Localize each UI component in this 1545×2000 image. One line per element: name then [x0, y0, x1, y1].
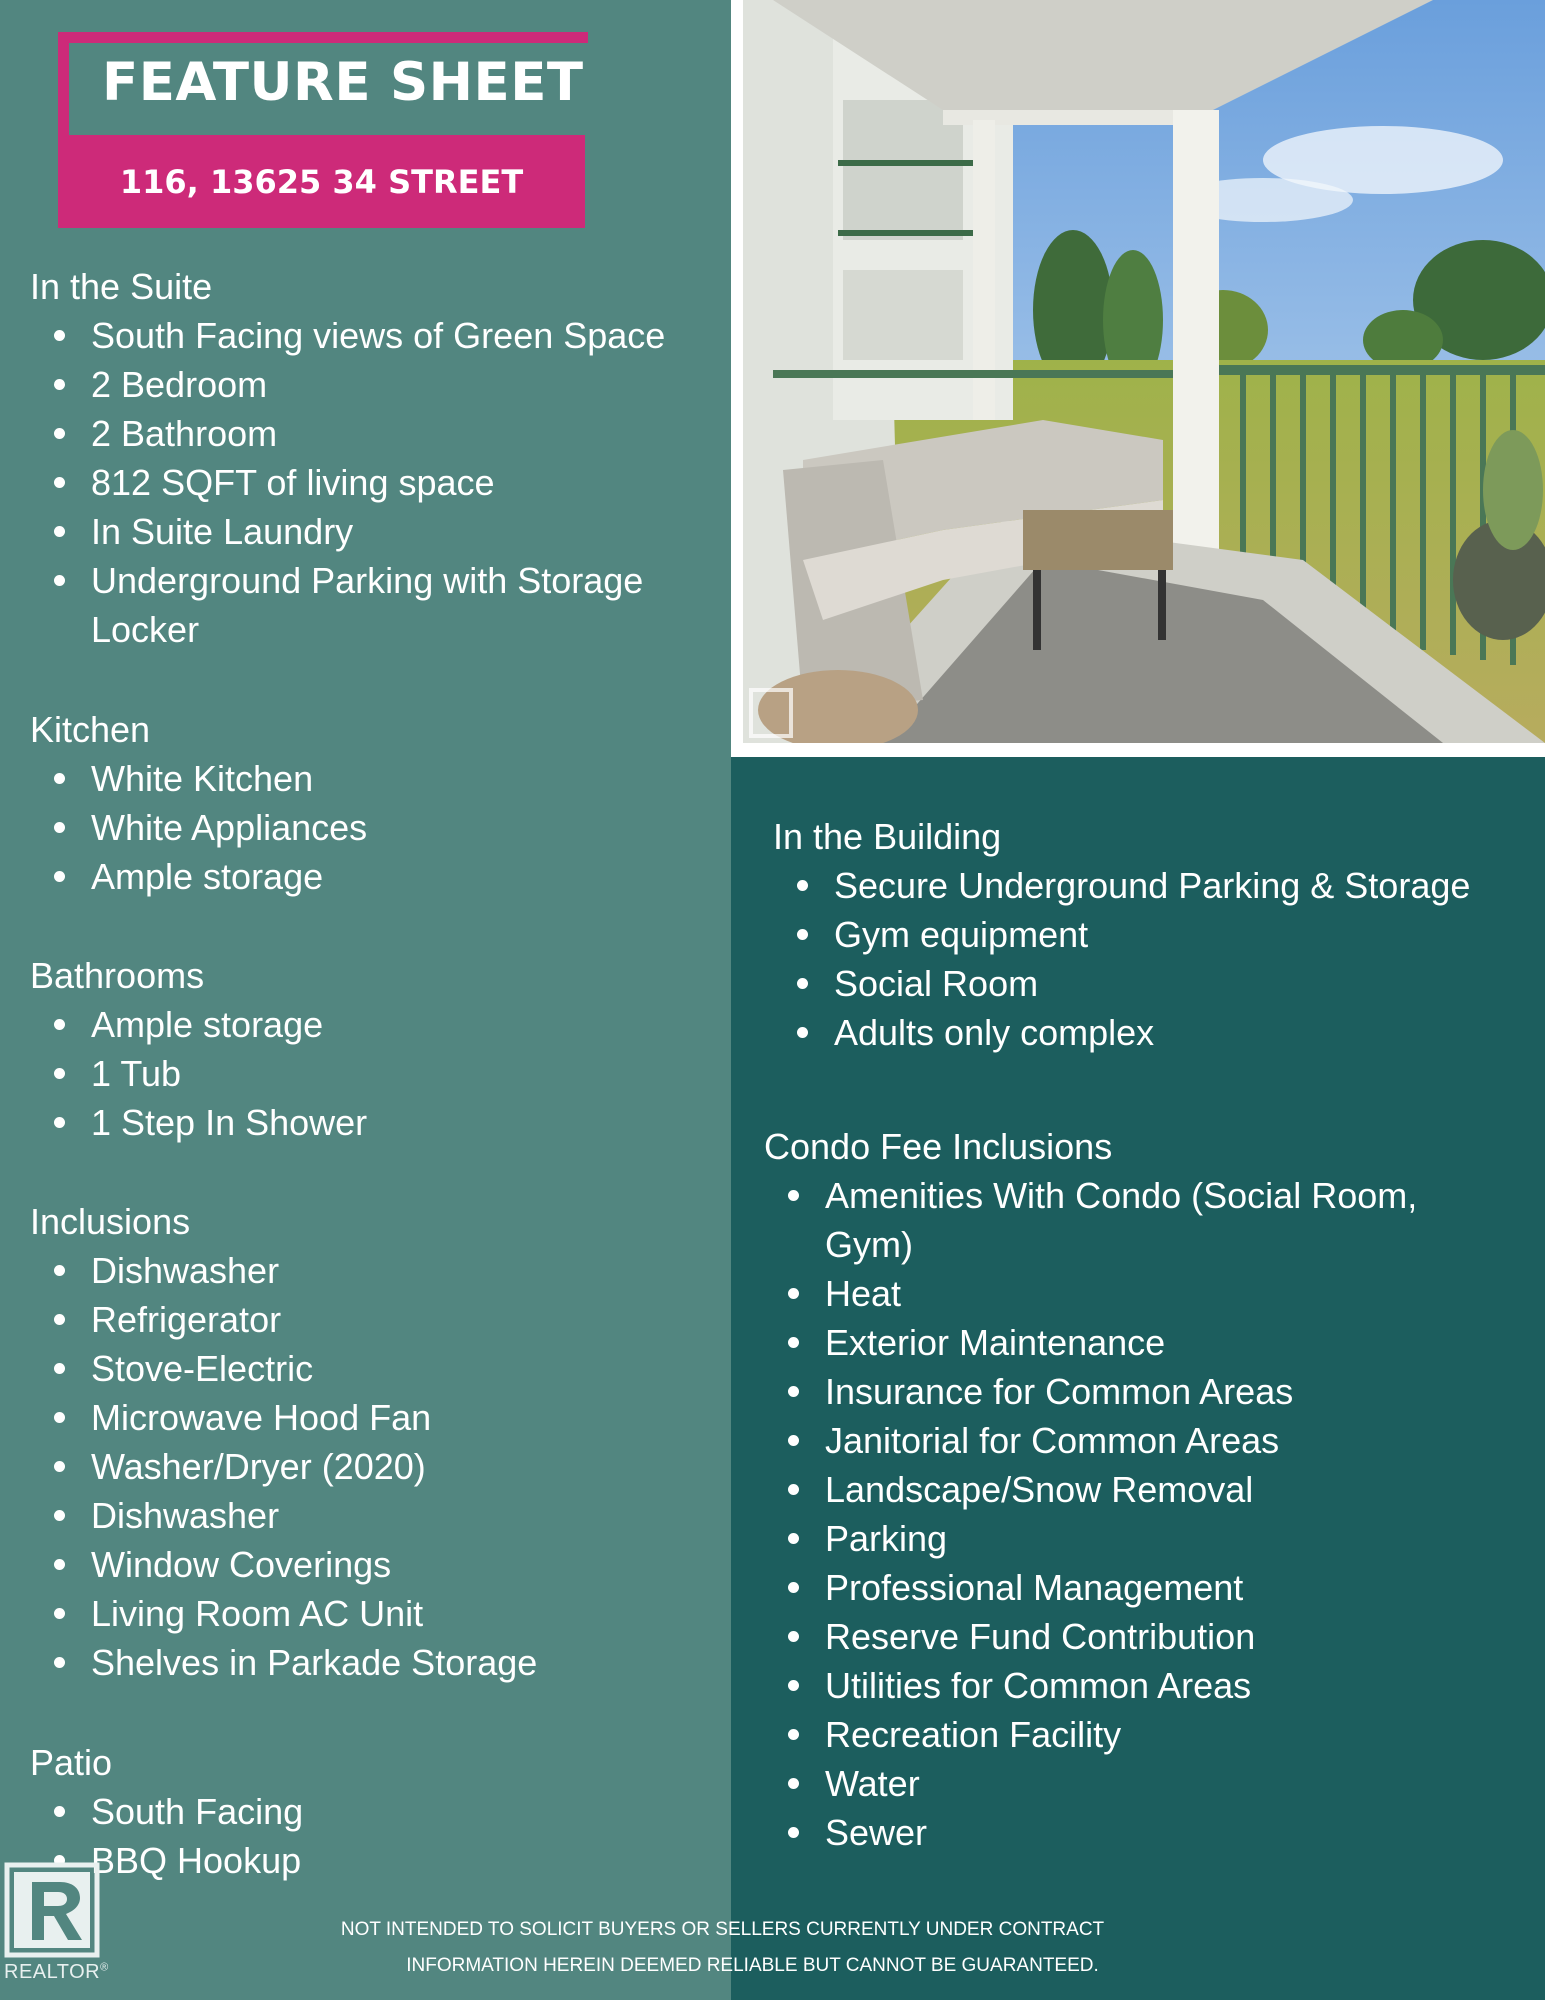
section-heading: In the Suite — [30, 266, 213, 307]
list-item: Living Room AC Unit — [30, 1589, 720, 1638]
list-item: Adults only complex — [773, 1008, 1533, 1057]
list-item: Reserve Fund Contribution — [764, 1612, 1534, 1661]
list-item: 812 SQFT of living space — [30, 458, 720, 507]
list-item: Underground Parking with Storage Locker — [30, 556, 690, 654]
list-item: Shelves in Parkade Storage — [30, 1638, 720, 1687]
bathrooms-list — [30, 1000, 720, 1147]
address-banner — [58, 135, 585, 228]
registered-mark: ® — [100, 1961, 109, 1974]
property-address: 116, 13625 34 STREET — [119, 162, 524, 201]
patio-photo — [743, 0, 1545, 743]
list-item: Recreation Facility — [764, 1710, 1534, 1759]
list-item: White Appliances — [30, 803, 720, 852]
realtor-r-logo-icon — [4, 1862, 100, 1958]
list-item: White Kitchen — [30, 754, 720, 803]
list-item: Refrigerator — [30, 1295, 720, 1344]
list-item: Water — [764, 1759, 1534, 1808]
section-patio — [30, 1738, 720, 1885]
list-item: Landscape/Snow Removal — [764, 1465, 1534, 1514]
patio-list — [30, 1787, 720, 1885]
list-item: Ample storage — [30, 1000, 720, 1049]
section-condo-fees — [764, 1122, 1534, 1857]
list-item: 1 Step In Shower — [30, 1098, 720, 1147]
section-suite — [30, 262, 720, 654]
list-item: Dishwasher — [30, 1491, 720, 1540]
section-heading: Kitchen — [30, 709, 151, 750]
section-kitchen — [30, 705, 720, 901]
suite-list — [30, 311, 720, 654]
list-item: Janitorial for Common Areas — [764, 1416, 1534, 1465]
list-item: In Suite Laundry — [30, 507, 720, 556]
realtor-wordmark-text: REALTOR — [4, 1961, 101, 1983]
inclusions-list — [30, 1246, 720, 1687]
section-building — [773, 812, 1533, 1057]
building-list — [773, 861, 1533, 1057]
list-item: Gym equipment — [773, 910, 1533, 959]
list-item: Dishwasher — [30, 1246, 720, 1295]
section-heading: Patio — [30, 1742, 113, 1783]
list-item: BBQ Hookup — [30, 1836, 720, 1885]
disclaimer-line-2: INFORMATION HEREIN DEEMED RELIABLE BUT CANNOT BE GUARANTEED. — [406, 1955, 1099, 1976]
list-item: Ample storage — [30, 852, 720, 901]
patio-photo-illustration — [743, 0, 1545, 743]
list-item: 2 Bathroom — [30, 409, 720, 458]
title-block — [58, 32, 588, 228]
list-item: Window Coverings — [30, 1540, 720, 1589]
list-item: Sewer — [764, 1808, 1534, 1857]
list-item: Washer/Dryer (2020) — [30, 1442, 720, 1491]
list-item: Parking — [764, 1514, 1534, 1563]
list-item: Utilities for Common Areas — [764, 1661, 1534, 1710]
list-item: Secure Underground Parking & Storage — [773, 861, 1533, 910]
page-title: FEATURE SHEET — [102, 52, 584, 113]
section-bathrooms — [30, 951, 720, 1147]
kitchen-list — [30, 754, 720, 901]
photo-frame — [731, 0, 1545, 757]
condo-fees-list — [764, 1171, 1534, 1857]
list-item: Insurance for Common Areas — [764, 1367, 1534, 1416]
realtor-wordmark — [4, 1961, 109, 1984]
list-item: Heat — [764, 1269, 1534, 1318]
list-item: Amenities With Condo (Social Room, Gym) — [764, 1171, 1484, 1269]
list-item: Microwave Hood Fan — [30, 1393, 720, 1442]
disclaimer-line-1: NOT INTENDED TO SOLICIT BUYERS OR SELLERS CURRENTLY UNDER CONTRACT — [340, 1919, 1105, 1940]
list-item: 1 Tub — [30, 1049, 720, 1098]
list-item: South Facing — [30, 1787, 720, 1836]
list-item: Social Room — [773, 959, 1533, 1008]
section-heading: Inclusions — [30, 1201, 191, 1242]
list-item: Exterior Maintenance — [764, 1318, 1534, 1367]
section-inclusions — [30, 1197, 720, 1687]
list-item: Professional Management — [764, 1563, 1534, 1612]
list-item: South Facing views of Green Space — [30, 311, 720, 360]
list-item: 2 Bedroom — [30, 360, 720, 409]
section-heading: In the Building — [773, 816, 1002, 857]
list-item: Stove-Electric — [30, 1344, 720, 1393]
section-heading: Bathrooms — [30, 955, 205, 996]
section-heading: Condo Fee Inclusions — [764, 1126, 1113, 1167]
